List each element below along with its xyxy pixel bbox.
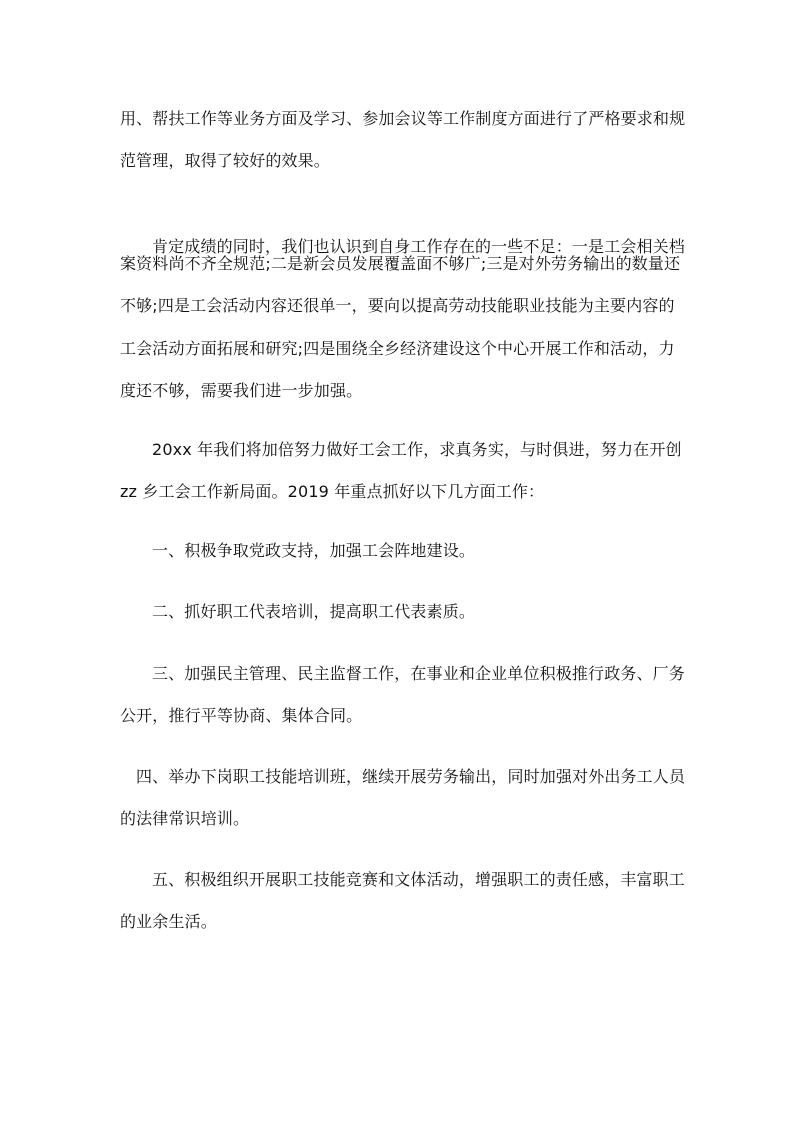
- text-line: 用、帮扶工作等业务方面及学习、参加会议等工作制度方面进行了严格要求和规: [120, 109, 686, 128]
- text-line: 肯定成绩的同时，我们也认识到自身工作存在的一些不足：一是工会相关档: [152, 237, 685, 256]
- text-line: 的业余生活。: [120, 912, 217, 931]
- text-line: 范管理，取得了较好的效果。: [120, 151, 330, 170]
- text-line: 五、积极组织开展职工技能竞赛和文体活动，增强职工的责任感，丰富职工: [152, 870, 685, 889]
- text-line: 一、积极争取党政支持，加强工会阵地建设。: [152, 541, 476, 560]
- text-line: 四、举办下岗职工技能培训班，继续开展劳务输出，同时加强对外出务工人员: [136, 767, 686, 786]
- text-line: 案资料尚不齐全规范;二是新会员发展覆盖面不够广;三是对外劳务输出的数量还: [120, 254, 681, 273]
- text-line: 工会活动方面拓展和研究;四是围绕全乡经济建设这个中心开展工作和活动，力: [120, 339, 675, 358]
- text-line: 三、加强民主管理、民主监督工作，在事业和企业单位积极推行政务、厂务: [152, 664, 685, 683]
- text-line: 的法律常识培训。: [120, 809, 250, 828]
- text-line: 20xx 年我们将加倍努力做好工会工作，求真务实，与时俱进，努力在开创: [152, 440, 682, 459]
- text-line: 度还不够，需要我们进一步加强。: [120, 381, 363, 400]
- text-line: zz 乡工会工作新局面。2019 年重点抓好以下几方面工作：: [120, 482, 545, 501]
- text-line: 公开，推行平等协商、集体合同。: [120, 706, 363, 725]
- text-line: 不够;四是工会活动内容还很单一，要向以提高劳动技能职业技能为主要内容的: [120, 296, 675, 315]
- text-line: 二、抓好职工代表培训，提高职工代表素质。: [152, 602, 476, 621]
